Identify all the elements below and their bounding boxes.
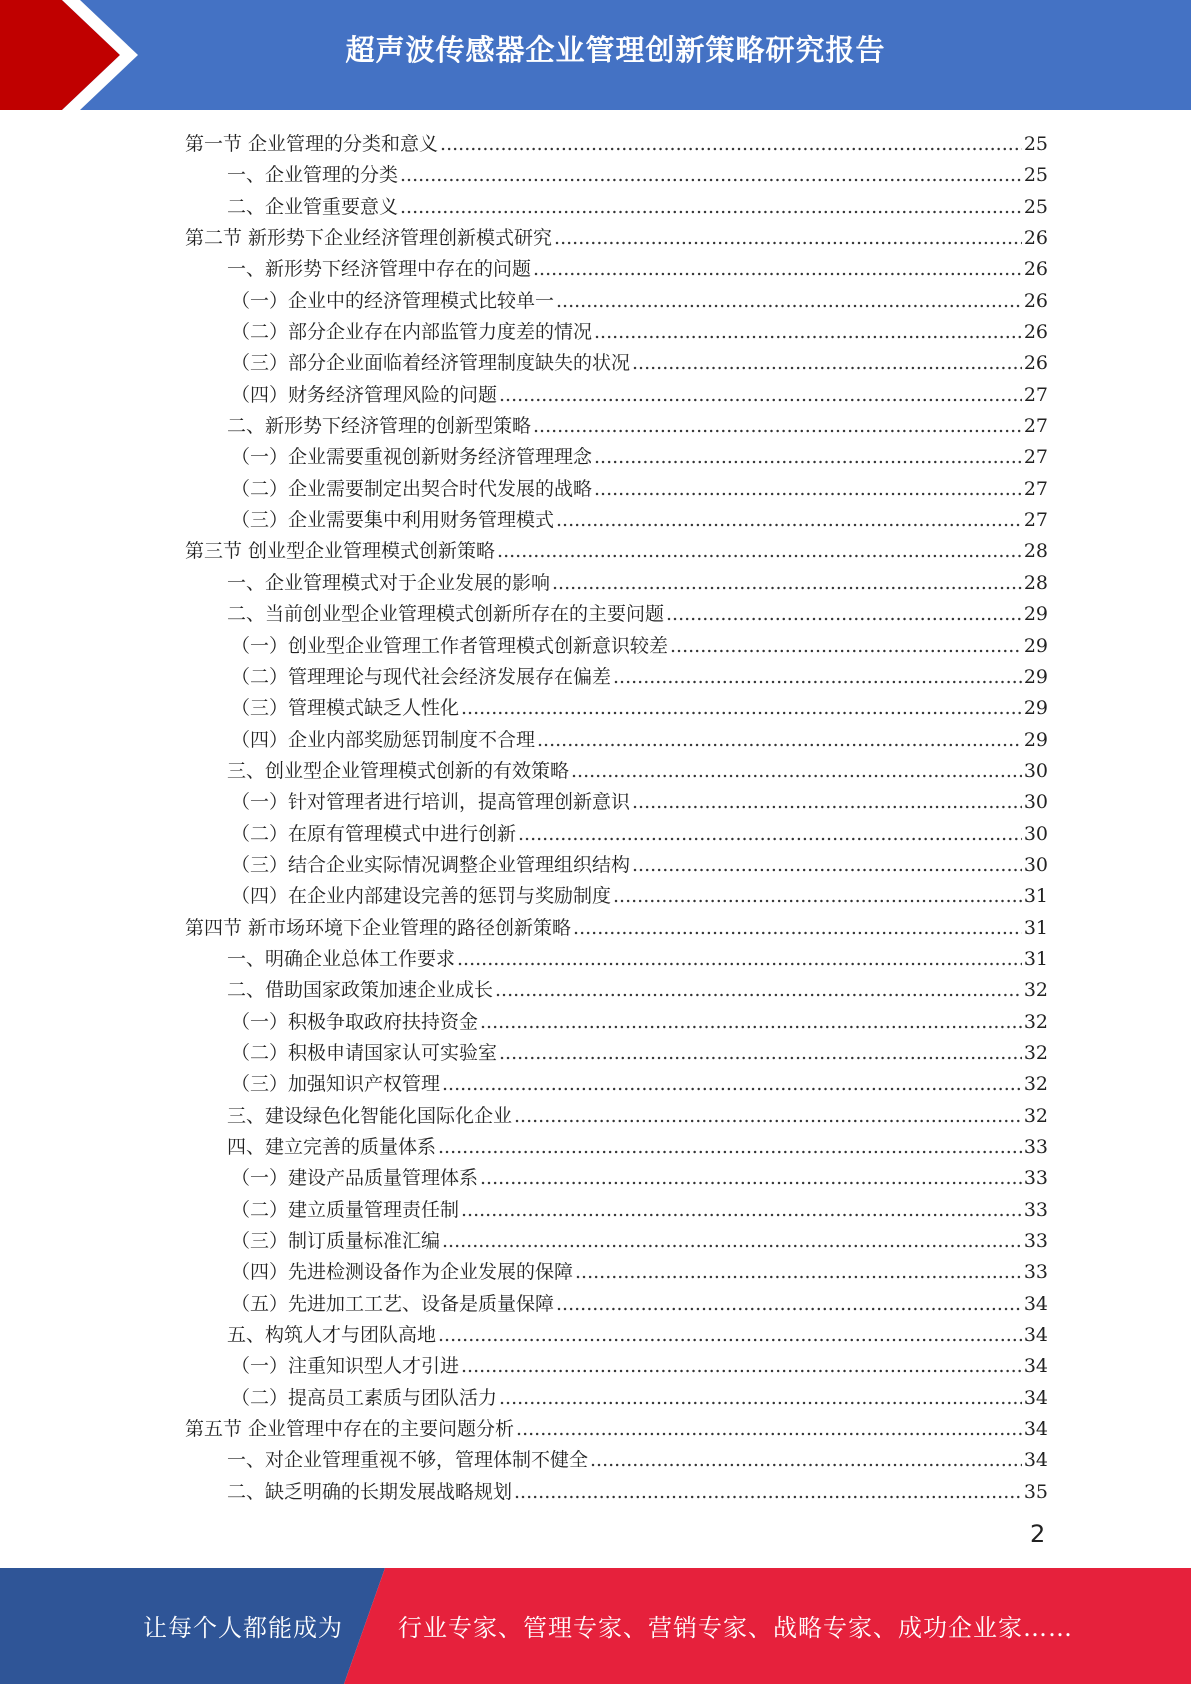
toc-entry[interactable]	[185, 1257, 1048, 1288]
toc-entry[interactable]	[185, 662, 1048, 693]
document-title: 超声波传感器企业管理创新策略研究报告	[345, 33, 886, 67]
toc-dot-leader	[556, 505, 1022, 536]
toc-entry-title: 二、当前创业型企业管理模式创新所存在的主要问题	[227, 603, 665, 626]
toc-dot-leader	[516, 1414, 1022, 1445]
toc-entry[interactable]	[185, 1320, 1048, 1351]
toc-entry[interactable]	[185, 1163, 1048, 1194]
toc-entry-page: 26	[1023, 321, 1048, 344]
toc-entry-title: （四）财务经济管理风险的问题	[231, 383, 498, 406]
toc-entry[interactable]	[185, 1069, 1048, 1100]
toc-entry[interactable]	[185, 568, 1048, 599]
toc-dot-leader	[442, 1069, 1022, 1100]
toc-entry-page: 33	[1023, 1167, 1048, 1190]
toc-entry-page: 27	[1023, 383, 1048, 406]
toc-entry-title: 二、缺乏明确的长期发展战略规划	[227, 1480, 513, 1503]
toc-entry-page: 29	[1023, 728, 1048, 751]
toc-entry-title: （一）创业型企业管理工作者管理模式创新意识较差	[231, 634, 669, 657]
toc-entry-page: 32	[1023, 979, 1048, 1002]
toc-entry[interactable]	[185, 254, 1048, 285]
toc-entry[interactable]	[185, 599, 1048, 630]
toc-dot-leader	[594, 317, 1022, 348]
toc-entry-title: （三）企业需要集中利用财务管理模式	[231, 509, 555, 532]
toc-dot-leader	[556, 1289, 1022, 1320]
toc-dot-leader	[594, 474, 1022, 505]
toc-dot-leader	[533, 254, 1022, 285]
toc-dot-leader	[514, 1477, 1022, 1508]
page-header	[0, 0, 1191, 110]
toc-entry-page: 34	[1023, 1324, 1048, 1347]
toc-entry-title: （一）注重知识型人才引进	[231, 1355, 460, 1378]
toc-dot-leader	[438, 1320, 1022, 1351]
toc-entry-page: 33	[1023, 1198, 1048, 1221]
toc-entry-page: 32	[1023, 1104, 1048, 1127]
toc-dot-leader	[497, 536, 1022, 567]
toc-entry-page: 25	[1023, 195, 1048, 218]
toc-entry[interactable]	[185, 1101, 1048, 1132]
toc-entry-page: 29	[1023, 665, 1048, 688]
toc-entry-title: 三、建设绿色化智能化国际化企业	[227, 1104, 513, 1127]
toc-entry[interactable]	[185, 129, 1048, 160]
toc-dot-leader	[440, 129, 1022, 160]
toc-entry[interactable]	[185, 881, 1048, 912]
footer-slogan-right: 行业专家、管理专家、营销专家、战略专家、成功企业家……	[398, 1614, 1073, 1642]
toc-entry-page: 28	[1023, 540, 1048, 563]
toc-entry[interactable]	[185, 1226, 1048, 1257]
toc-entry-page: 34	[1023, 1449, 1048, 1472]
toc-entry-page: 32	[1023, 1041, 1048, 1064]
page-number: 2	[1030, 1520, 1046, 1548]
toc-entry[interactable]	[185, 787, 1048, 818]
toc-dot-leader	[666, 599, 1022, 630]
toc-entry-title: （三）制订质量标准汇编	[231, 1230, 441, 1253]
toc-entry-page: 29	[1023, 603, 1048, 626]
toc-dot-leader	[533, 411, 1022, 442]
toc-entry[interactable]	[185, 1007, 1048, 1038]
toc-entry-page: 27	[1023, 415, 1048, 438]
toc-entry-page: 34	[1023, 1418, 1048, 1441]
toc-entry[interactable]	[185, 725, 1048, 756]
toc-dot-leader	[442, 1226, 1022, 1257]
toc-dot-leader	[537, 725, 1022, 756]
toc-entry[interactable]	[185, 160, 1048, 191]
toc-entry-title: 一、对企业管理重视不够，管理体制不健全	[227, 1449, 589, 1472]
toc-entry-page: 28	[1023, 571, 1048, 594]
toc-entry[interactable]	[185, 1351, 1048, 1382]
toc-entry-page: 29	[1023, 697, 1048, 720]
toc-dot-leader	[499, 1383, 1022, 1414]
toc-entry-page: 26	[1023, 258, 1048, 281]
toc-dot-leader	[632, 850, 1022, 881]
toc-dot-leader	[632, 348, 1022, 379]
toc-entry-page: 30	[1023, 791, 1048, 814]
toc-entry[interactable]	[185, 474, 1048, 505]
toc-entry[interactable]	[185, 1289, 1048, 1320]
toc-entry-page: 34	[1023, 1292, 1048, 1315]
toc-entry-title: （四）先进检测设备作为企业发展的保障	[231, 1261, 574, 1284]
toc-entry-title: （二）企业需要制定出契合时代发展的战略	[231, 477, 593, 500]
toc-dot-leader	[571, 756, 1022, 787]
toc-entry-title: 二、借助国家政策加速企业成长	[227, 979, 494, 1002]
toc-entry[interactable]	[185, 192, 1048, 223]
toc-entry-title: （一）企业需要重视创新财务经济管理理念	[231, 446, 593, 469]
toc-entry-title: （四）在企业内部建设完善的惩罚与奖励制度	[231, 885, 612, 908]
toc-entry-page: 29	[1023, 634, 1048, 657]
toc-dot-leader	[594, 442, 1022, 473]
toc-entry-page: 33	[1023, 1136, 1048, 1158]
toc-dot-leader	[400, 160, 1022, 191]
toc-dot-leader	[514, 1101, 1022, 1132]
toc-entry-title: （四）企业内部奖励惩罚制度不合理	[231, 728, 536, 751]
toc-entry-title: 第二节 新形势下企业经济管理创新模式研究	[185, 227, 553, 250]
toc-entry-page: 27	[1023, 509, 1048, 532]
toc-entry[interactable]	[185, 850, 1048, 881]
toc-entry-title: （二）提高员工素质与团队活力	[231, 1386, 498, 1409]
toc-entry[interactable]	[185, 348, 1048, 379]
toc-entry-title: 第一节 企业管理的分类和意义	[185, 133, 439, 155]
toc-entry-title: （一）企业中的经济管理模式比较单一	[231, 289, 555, 312]
toc-entry[interactable]	[185, 693, 1048, 724]
toc-entry-title: （五）先进加工工艺、设备是质量保障	[231, 1292, 555, 1315]
toc-dot-leader	[480, 1163, 1022, 1194]
toc-dot-leader	[400, 192, 1022, 223]
toc-dot-leader	[554, 223, 1022, 254]
toc-entry[interactable]	[185, 913, 1048, 944]
toc-entry-page: 30	[1023, 853, 1048, 876]
toc-entry-title: （三）加强知识产权管理	[231, 1073, 441, 1096]
toc-entry[interactable]	[185, 317, 1048, 348]
toc-entry-title: （二）建立质量管理责任制	[231, 1198, 460, 1221]
toc-dot-leader	[552, 568, 1022, 599]
footer-slogan-left: 让每个人都能成为	[143, 1614, 343, 1642]
toc-dot-leader	[461, 1195, 1022, 1226]
toc-entry-title: 第四节 新市场环境下企业管理的路径创新策略	[185, 916, 572, 939]
toc-entry-title: （二）部分企业存在内部监管力度差的情况	[231, 321, 593, 344]
toc-entry-title: 第三节 创业型企业管理模式创新策略	[185, 540, 496, 563]
toc-entry-page: 27	[1023, 446, 1048, 469]
toc-entry-title: （三）结合企业实际情况调整企业管理组织结构	[231, 853, 631, 876]
page-footer	[0, 1568, 1191, 1684]
table-of-contents	[185, 129, 1048, 1508]
toc-entry-page: 33	[1023, 1230, 1048, 1253]
toc-entry[interactable]	[185, 380, 1048, 411]
toc-entry-title: 第五节 企业管理中存在的主要问题分析	[185, 1418, 515, 1441]
toc-entry-title: 一、企业管理的分类	[227, 164, 399, 187]
toc-entry-title: （三）管理模式缺乏人性化	[231, 697, 460, 720]
toc-entry[interactable]	[185, 631, 1048, 662]
toc-entry-title: 一、明确企业总体工作要求	[227, 947, 456, 970]
toc-dot-leader	[613, 662, 1022, 693]
toc-dot-leader	[573, 913, 1022, 944]
toc-dot-leader	[613, 881, 1022, 912]
toc-entry-page: 33	[1023, 1261, 1048, 1284]
toc-entry[interactable]	[185, 1195, 1048, 1226]
toc-entry-title: （二）管理理论与现代社会经济发展存在偏差	[231, 665, 612, 688]
toc-entry-page: 26	[1023, 227, 1048, 250]
toc-entry[interactable]	[185, 819, 1048, 850]
toc-entry-title: （一）建设产品质量管理体系	[231, 1167, 479, 1190]
toc-entry[interactable]	[185, 944, 1048, 975]
toc-entry[interactable]	[185, 536, 1048, 567]
toc-entry-title: 一、新形势下经济管理中存在的问题	[227, 258, 532, 281]
toc-entry-page: 32	[1023, 1073, 1048, 1096]
toc-entry[interactable]	[185, 505, 1048, 536]
toc-entry-page: 31	[1023, 947, 1048, 970]
toc-entry[interactable]	[185, 442, 1048, 473]
toc-dot-leader	[438, 1132, 1022, 1163]
toc-entry-page: 34	[1023, 1386, 1048, 1409]
toc-dot-leader	[499, 380, 1022, 411]
toc-entry-page: 25	[1023, 133, 1048, 155]
toc-entry-page: 25	[1023, 164, 1048, 187]
toc-entry-title: （三）部分企业面临着经济管理制度缺失的状况	[231, 352, 631, 375]
toc-entry-page: 35	[1023, 1480, 1048, 1503]
toc-entry-page: 26	[1023, 289, 1048, 312]
toc-dot-leader	[495, 975, 1022, 1006]
toc-dot-leader	[461, 693, 1022, 724]
toc-entry[interactable]	[185, 1038, 1048, 1069]
toc-dot-leader	[556, 286, 1022, 317]
toc-dot-leader	[480, 1007, 1022, 1038]
toc-entry-title: 四、建立完善的质量体系	[227, 1136, 437, 1158]
toc-entry[interactable]	[185, 975, 1048, 1006]
toc-entry-page: 26	[1023, 352, 1048, 375]
toc-entry[interactable]	[185, 1414, 1048, 1445]
toc-dot-leader	[590, 1445, 1022, 1476]
toc-entry-page: 32	[1023, 1010, 1048, 1033]
toc-entry-page: 31	[1023, 885, 1048, 908]
toc-entry[interactable]	[185, 756, 1048, 787]
toc-entry-title: 五、构筑人才与团队高地	[227, 1324, 437, 1347]
toc-entry[interactable]	[185, 1383, 1048, 1414]
toc-entry[interactable]	[185, 223, 1048, 254]
toc-entry[interactable]	[185, 1477, 1048, 1508]
toc-entry[interactable]	[185, 1132, 1048, 1163]
toc-entry-title: （一）针对管理者进行培训，提高管理创新意识	[231, 791, 631, 814]
toc-entry-page: 34	[1023, 1355, 1048, 1378]
toc-entry-title: （二）积极申请国家认可实验室	[231, 1041, 498, 1064]
toc-entry-title: 二、新形势下经济管理的创新型策略	[227, 415, 532, 438]
toc-entry[interactable]	[185, 411, 1048, 442]
toc-dot-leader	[518, 819, 1022, 850]
toc-entry-title: 二、企业管重要意义	[227, 195, 399, 218]
toc-entry-page: 31	[1023, 916, 1048, 939]
toc-entry-title: 一、企业管理模式对于企业发展的影响	[227, 571, 551, 594]
toc-entry-page: 30	[1023, 759, 1048, 782]
toc-dot-leader	[670, 631, 1022, 662]
toc-dot-leader	[461, 1351, 1022, 1382]
toc-entry-title: 三、创业型企业管理模式创新的有效策略	[227, 759, 570, 782]
toc-dot-leader	[632, 787, 1022, 818]
toc-entry-title: （二）在原有管理模式中进行创新	[231, 822, 517, 845]
toc-entry[interactable]	[185, 1445, 1048, 1476]
toc-entry-page: 27	[1023, 477, 1048, 500]
toc-dot-leader	[457, 944, 1022, 975]
toc-dot-leader	[575, 1257, 1022, 1288]
toc-entry[interactable]	[185, 286, 1048, 317]
toc-entry-title: （一）积极争取政府扶持资金	[231, 1010, 479, 1033]
toc-entry-page: 30	[1023, 822, 1048, 845]
toc-dot-leader	[499, 1038, 1022, 1069]
